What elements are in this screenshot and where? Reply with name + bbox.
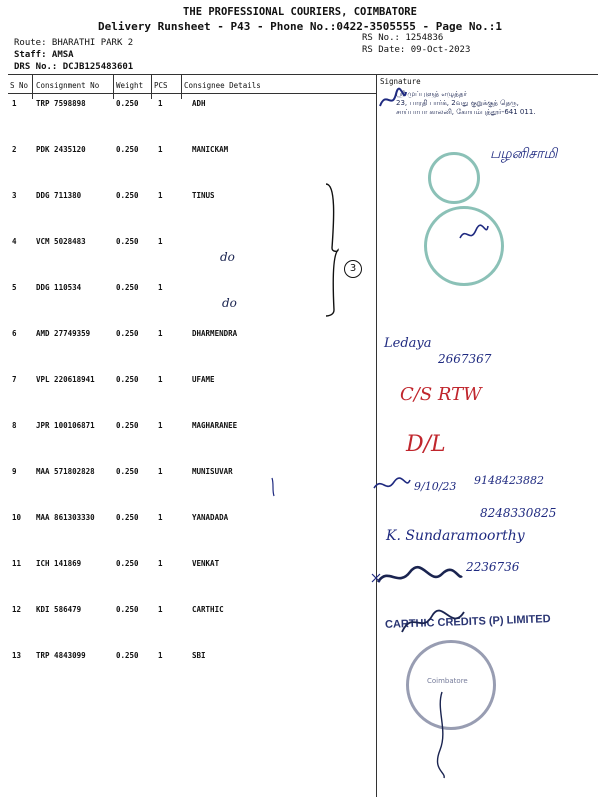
col-signature: Signature bbox=[380, 77, 421, 86]
row-consignment: TRP 7598898 bbox=[36, 99, 86, 108]
row-consignee: TINUS bbox=[192, 191, 215, 200]
row-consignment: DDG 711380 bbox=[36, 191, 82, 200]
route-label: Route: BHARATHI PARK 2 bbox=[14, 38, 134, 48]
table-row bbox=[8, 191, 598, 237]
table-row bbox=[8, 605, 598, 651]
row-weight: 0.250 bbox=[116, 513, 139, 522]
row-pcs: 1 bbox=[158, 329, 163, 338]
table-row bbox=[8, 421, 598, 467]
pen-mark bbox=[268, 476, 278, 498]
runsheet-header bbox=[0, 0, 600, 70]
row-weight: 0.250 bbox=[116, 559, 139, 568]
row-consignee: MAGHARANEE bbox=[192, 421, 238, 430]
table-row bbox=[8, 237, 598, 283]
row-consignment: VPL 220618941 bbox=[36, 375, 95, 384]
row-weight: 0.250 bbox=[116, 467, 139, 476]
col-weight: Weight bbox=[116, 81, 144, 90]
row-sno: 10 bbox=[12, 513, 22, 522]
signature-scribble bbox=[372, 474, 412, 496]
row-consignee: MUNISUVAR bbox=[192, 467, 233, 476]
row-consignee: UFAME bbox=[192, 375, 215, 384]
row9-date: 9/10/23 bbox=[414, 480, 457, 493]
row-pcs: 1 bbox=[158, 651, 163, 660]
row-consignee: DHARMENDRA bbox=[192, 329, 238, 338]
row-weight: 0.250 bbox=[116, 99, 139, 108]
row9-phone: 9148423882 bbox=[474, 474, 544, 487]
stamp-line: சாய்பாபா காலனி, கோயம்புத்தூர்-641 011. bbox=[396, 108, 536, 116]
rs-number: RS No.: 1254836 bbox=[362, 33, 444, 43]
address-stamp bbox=[396, 90, 536, 117]
row-pcs: 1 bbox=[158, 421, 163, 430]
signature-scribble bbox=[458, 222, 490, 246]
row-sno: 8 bbox=[12, 421, 17, 430]
company-seal-stamp bbox=[428, 152, 480, 204]
sheet-title: Delivery Runsheet - P43 - Phone No.:0422-3505555 - Page No.:1 bbox=[98, 20, 502, 33]
row-consignment: ICH 141869 bbox=[36, 559, 82, 568]
col-consignment: Consignment No bbox=[36, 81, 100, 90]
row-consignment: KDI 586479 bbox=[36, 605, 82, 614]
row-sno: 1 bbox=[12, 99, 17, 108]
ditto-mark: do bbox=[220, 250, 235, 264]
row11-number: 2236736 bbox=[466, 560, 520, 574]
col-divider bbox=[151, 75, 152, 99]
count-circle: 3 bbox=[344, 260, 362, 278]
row-consignee: YANADADA bbox=[192, 513, 229, 522]
row-weight: 0.250 bbox=[116, 421, 139, 430]
row6-number: 2667367 bbox=[438, 352, 492, 366]
row8-mark: D/L bbox=[406, 432, 446, 457]
row-pcs: 1 bbox=[158, 605, 163, 614]
row-consignment: MAA 571802828 bbox=[36, 467, 95, 476]
row-weight: 0.250 bbox=[116, 651, 139, 660]
table-row bbox=[8, 329, 598, 375]
row-sno: 3 bbox=[12, 191, 17, 200]
row-consignment: PDK 2435120 bbox=[36, 145, 86, 154]
col-divider bbox=[181, 75, 182, 99]
row-pcs: 1 bbox=[158, 559, 163, 568]
row-consignment: JPR 100106871 bbox=[36, 421, 95, 430]
table-row bbox=[8, 375, 598, 421]
row-sno: 11 bbox=[12, 559, 22, 568]
drs-number: DRS No.: DCJB125483601 bbox=[14, 62, 134, 72]
signature-scribble bbox=[378, 86, 408, 112]
row-pcs: 1 bbox=[158, 513, 163, 522]
row-consignee: ADH bbox=[192, 99, 206, 108]
row-consignment: VCM 5028483 bbox=[36, 237, 86, 246]
row-pcs: 1 bbox=[158, 375, 163, 384]
signature-scribble bbox=[398, 606, 468, 640]
header-divider bbox=[8, 93, 376, 94]
row10-signature: K. Sundaramoorthy bbox=[386, 528, 525, 544]
row10-phone: 8248330825 bbox=[480, 506, 557, 520]
row-weight: 0.250 bbox=[116, 283, 139, 292]
row-consignment: MAA 861303330 bbox=[36, 513, 95, 522]
row-weight: 0.250 bbox=[116, 145, 139, 154]
stamp-line: 23, பாரதி பார்க், 2வது குறுக்குத் தெரு, bbox=[396, 99, 519, 107]
row-consignment: AMD 27749359 bbox=[36, 329, 91, 338]
row-sno: 12 bbox=[12, 605, 22, 614]
row-consignment: TRP 4843099 bbox=[36, 651, 86, 660]
row-consignee: CARTHIC bbox=[192, 605, 224, 614]
table-row bbox=[8, 651, 598, 697]
row-pcs: 1 bbox=[158, 99, 163, 108]
signature-scribble bbox=[430, 690, 460, 780]
row-consignee: VENKAT bbox=[192, 559, 220, 568]
row6-signature: Ledaya bbox=[384, 336, 432, 351]
row-consignee: SBI bbox=[192, 651, 206, 660]
company-seal-stamp bbox=[424, 206, 504, 286]
row-weight: 0.250 bbox=[116, 237, 139, 246]
row2-handwriting: பழனிசாமி bbox=[490, 146, 558, 162]
ditto-mark: do bbox=[222, 296, 237, 310]
row-pcs: 1 bbox=[158, 283, 163, 292]
col-divider bbox=[113, 75, 114, 99]
carthic-credits-stamp: CARTHIC CREDITS (P) LIMITED bbox=[384, 613, 551, 631]
signature-scribble bbox=[374, 562, 464, 592]
group-bracket bbox=[322, 180, 342, 320]
row-sno: 2 bbox=[12, 145, 17, 154]
table-row bbox=[8, 283, 598, 329]
row-consignment: DDG 110534 bbox=[36, 283, 82, 292]
stamp-line: ஸ்ரீ முப்புளுத் எழுத்தர் bbox=[396, 90, 468, 98]
row7-mark: C/S RTW bbox=[400, 384, 482, 405]
row-sno: 5 bbox=[12, 283, 17, 292]
runsheet-table bbox=[8, 74, 598, 797]
staff-label: Staff: AMSA bbox=[14, 50, 74, 60]
bank-seal-text: Coimbatore bbox=[427, 677, 468, 685]
company-title: THE PROFESSIONAL COURIERS, COIMBATORE bbox=[183, 6, 417, 18]
row-weight: 0.250 bbox=[116, 375, 139, 384]
row-weight: 0.250 bbox=[116, 191, 139, 200]
row-sno: 9 bbox=[12, 467, 17, 476]
col-details: Consignee Details bbox=[184, 81, 261, 90]
col-pcs: PCS bbox=[154, 81, 168, 90]
pen-mark bbox=[370, 572, 382, 584]
row-sno: 4 bbox=[12, 237, 17, 246]
row-pcs: 1 bbox=[158, 145, 163, 154]
row-sno: 13 bbox=[12, 651, 22, 660]
row-pcs: 1 bbox=[158, 467, 163, 476]
row-pcs: 1 bbox=[158, 237, 163, 246]
row-weight: 0.250 bbox=[116, 605, 139, 614]
row-sno: 6 bbox=[12, 329, 17, 338]
col-sno: S No bbox=[10, 81, 29, 90]
row-weight: 0.250 bbox=[116, 329, 139, 338]
row-sno: 7 bbox=[12, 375, 17, 384]
row-pcs: 1 bbox=[158, 191, 163, 200]
col-divider bbox=[32, 75, 33, 99]
row-consignee: MANICKAM bbox=[192, 145, 229, 154]
rs-date: RS Date: 09-Oct-2023 bbox=[362, 45, 471, 55]
